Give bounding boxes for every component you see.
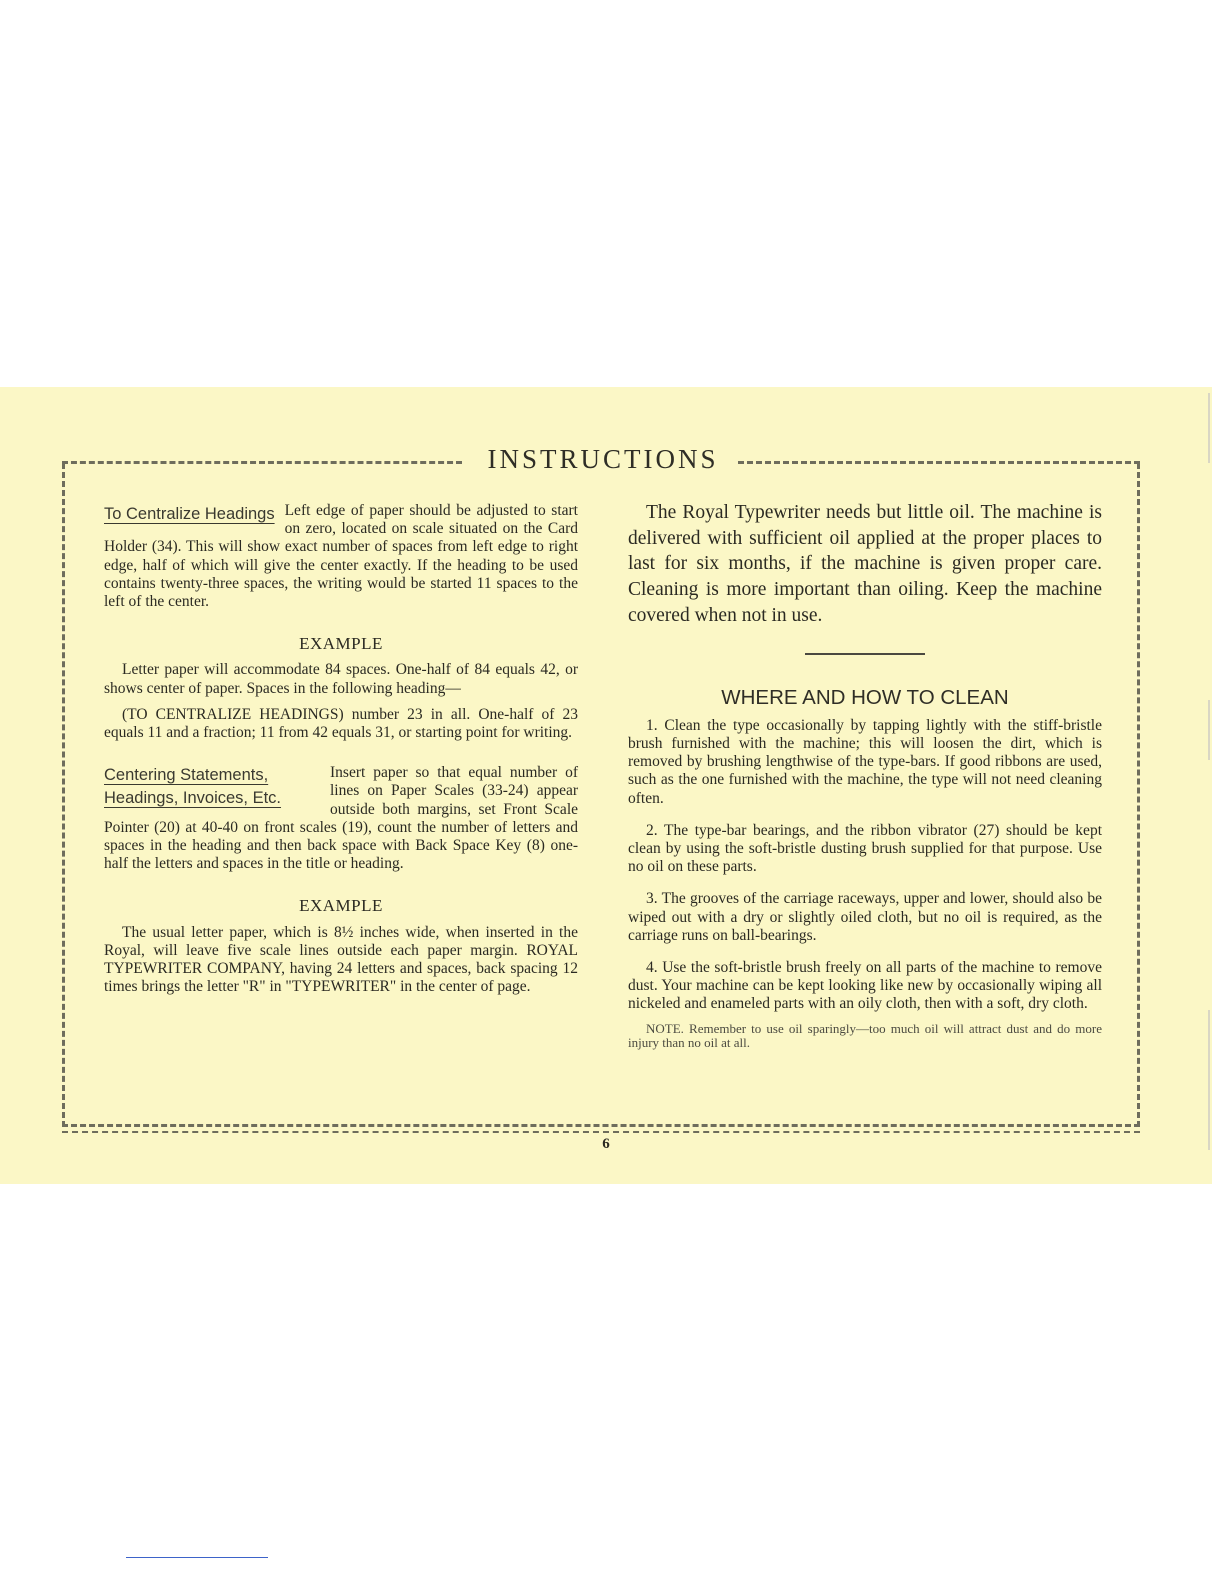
page-number: 6: [602, 1136, 610, 1152]
heading-line: Headings, Invoices, Etc.: [104, 789, 282, 808]
page-title: INSTRUCTIONS: [487, 444, 719, 474]
title-rule-right: [738, 461, 1140, 464]
example-paragraph: (TO CENTRALIZE HEADINGS) number 23 in all. One-half of 23 equals 11 and a fraction; 11 from 42 equals 31, or starting point for writing.: [104, 705, 578, 742]
left-column: [104, 502, 578, 996]
note-text: NOTE. Remember to use oil sparingly—too much oil will attract dust and do more injury than no oil at all.: [628, 1020, 1102, 1050]
right-column: [628, 500, 1102, 1050]
centralize-headings-heading: To Centralize Headings: [104, 505, 275, 523]
example-heading: EXAMPLE: [299, 896, 383, 916]
page-edge-line: [1208, 393, 1210, 463]
example-heading: EXAMPLE: [299, 634, 383, 654]
clean-item: 2. The type-bar bearings, and the ribbon vibrator (27) should be kept clean by using the soft-bristle dusting brush supplied for that purpose. Use no oil on these parts.: [628, 821, 1102, 876]
clean-item: 1. Clean the type occasionally by tapping lightly with the stiff-bristle brush furnished with the machine; this will loosen the dirt, which is removed by brushing lengthwise of the type-bars. If good ribbons are used, such as the one furnished with the machine, the type will not need cleaning often.: [628, 716, 1102, 807]
clean-section-heading: WHERE AND HOW TO CLEAN: [721, 685, 1009, 709]
example-paragraph: Letter paper will accommodate 84 spaces. One-half of 84 equals 42, or shows center of paper. Spaces in the following heading—: [104, 661, 578, 697]
page-edge-line: [1208, 700, 1210, 760]
centralize-headings-section: [104, 502, 578, 611]
page-border-bottom: [62, 1131, 1140, 1133]
centering-statements-body: Insert paper so that equal number of lines on Paper Scales (33-24) appear outside both margins, set Front Scale Pointer (20) at 40-40 on front scales (19), count the number of letters and spaces in the heading and then back space with Back Space Key (8) one-half the letters and spaces in the title or heading.: [104, 764, 578, 873]
title-rule-left: [62, 461, 462, 464]
clean-item: 4. Use the soft-bristle brush freely on all parts of the machine to remove dust. Your machine can be kept looking like new by occasionally wiping all nickeled and enameled parts with an oily cloth, then with a soft, dry cloth.: [628, 958, 1102, 1013]
centering-statements-heading: [104, 764, 318, 810]
footnote-rule: [126, 1557, 268, 1558]
centering-statements-section: [104, 764, 578, 873]
example-paragraph: The usual letter paper, which is 8½ inches wide, when inserted in the Royal, will leave five scale lines outside each paper margin. ROYAL TYPEWRITER COMPANY, having 24 letters and spaces, back spacing 12 times brings the letter "R" in "TYPEWRITER" in the center of page.: [104, 923, 578, 996]
centralize-headings-body: Left edge of paper should be adjusted to start on zero, located on scale situated on the Card Holder (34). This will show exact number of spaces from left edge to right edge, half of which will give the center exactly. If the heading to be used contains twenty-three spaces, the writing would be started 11 spaces to the left of the center.: [104, 502, 578, 611]
clean-item: 3. The grooves of the carriage raceways, upper and lower, should also be wiped out with a dry or slightly oiled cloth, but no oil is required, as the carriage runs on ball-bearings.: [628, 890, 1102, 944]
page-edge-line: [1208, 1010, 1210, 1150]
divider: [805, 653, 925, 655]
heading-line: Centering Statements,: [104, 766, 269, 785]
oil-intro-paragraph: The Royal Typewriter needs but little oil. The machine is delivered with sufficient oil applied at the proper places to last for six months, if the machine is given proper care. Cleaning is more important than oiling. Keep the machine covered when not in use.: [628, 502, 1102, 626]
